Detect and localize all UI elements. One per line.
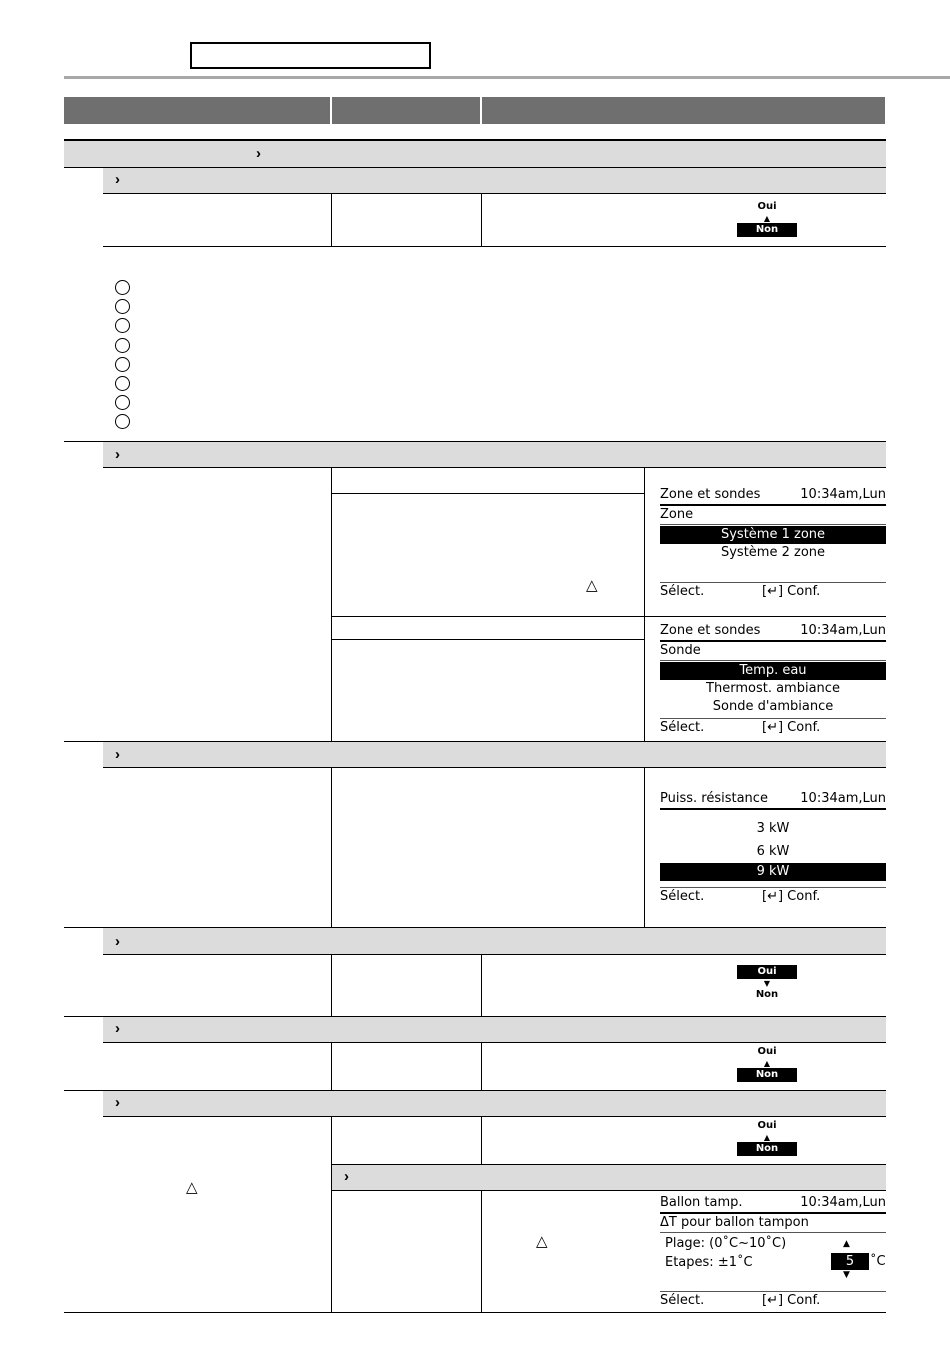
subsection-bar [103, 742, 886, 767]
puissance-option[interactable]: 9 kW [660, 863, 886, 881]
header-box [190, 42, 431, 69]
oui-non-selector[interactable]: Oui ▼ Non [737, 965, 797, 1002]
subsection-bar [103, 928, 886, 954]
chevron-right-icon: › [115, 1094, 120, 1111]
arrow-up-icon[interactable]: ▲ [843, 1239, 850, 1249]
chevron-right-icon: › [256, 145, 261, 162]
value-stepper[interactable]: 5 [831, 1253, 869, 1270]
subsection-bar [103, 168, 886, 193]
circle-icon [115, 395, 130, 410]
circle-icon [115, 338, 130, 353]
lcd-puissance-screen: Puiss. résistance 10:34am,Lun 3 kW 6 kW 9 kW Sélect. [↵] Conf. [660, 791, 886, 904]
chevron-right-icon: › [344, 1168, 349, 1185]
arrow-down-icon: ▼ [763, 979, 771, 988]
table-header-col1 [64, 97, 330, 124]
lcd-ballon-screen: Ballon tamp. 10:34am,Lun ΔT pour ballon tampon Plage: (0˚C~10˚C) Etapes: ±1˚C ▲ 5 ˚C ▼ Sélect. [↵] Conf. [660, 1195, 886, 1308]
subsection-bar [103, 1091, 886, 1116]
chevron-right-icon: › [115, 746, 120, 763]
sonde-option[interactable]: Temp. eau [660, 662, 886, 680]
section-bar [64, 141, 886, 167]
subsection-bar [103, 442, 886, 467]
sonde-option[interactable]: Thermost. ambiance [706, 681, 840, 696]
oui-non-selector[interactable]: Oui ▲ Non [737, 1119, 797, 1156]
circle-icon [115, 299, 130, 314]
chevron-right-icon: › [115, 171, 120, 188]
header-rule [64, 76, 950, 79]
circle-icon [115, 357, 130, 372]
lcd-zone-screen: Zone et sondes 10:34am,Lun Zone Système 1 zone Système 2 zone Sélect. [↵] Conf. [660, 487, 886, 599]
arrow-down-icon[interactable]: ▼ [843, 1270, 850, 1280]
sonde-option[interactable]: Sonde d'ambiance [712, 699, 834, 714]
puissance-option[interactable]: 3 kW [756, 821, 790, 836]
zone-option[interactable]: Système 2 zone [720, 545, 826, 560]
lcd-sonde-screen: Zone et sondes 10:34am,Lun Sonde Temp. eau Thermost. ambiance Sonde d'ambiance Sélect. [↵] Conf. [660, 623, 886, 735]
warning-triangle-icon: △ [536, 1233, 548, 1250]
circle-icon [115, 376, 130, 391]
warning-triangle-icon: △ [186, 1179, 198, 1196]
chevron-right-icon: › [115, 446, 120, 463]
oui-non-selector[interactable]: Oui ▲ Non [737, 200, 797, 237]
arrow-up-icon: ▲ [763, 1059, 771, 1068]
circle-icon [115, 318, 130, 333]
arrow-up-icon: ▲ [763, 1133, 771, 1142]
circle-icon [115, 280, 130, 295]
arrow-up-icon: ▲ [763, 214, 771, 223]
table-header-col2 [332, 97, 480, 124]
puissance-option[interactable]: 6 kW [756, 844, 790, 859]
chevron-right-icon: › [115, 1020, 120, 1037]
chevron-right-icon: › [115, 933, 120, 950]
table-header-col3 [482, 97, 885, 124]
subsection-bar [332, 1165, 886, 1190]
warning-triangle-icon: △ [586, 577, 598, 594]
zone-option[interactable]: Système 1 zone [660, 526, 886, 544]
subsection-bar [103, 1017, 886, 1042]
circle-icon [115, 414, 130, 429]
oui-non-selector[interactable]: Oui ▲ Non [737, 1045, 797, 1082]
